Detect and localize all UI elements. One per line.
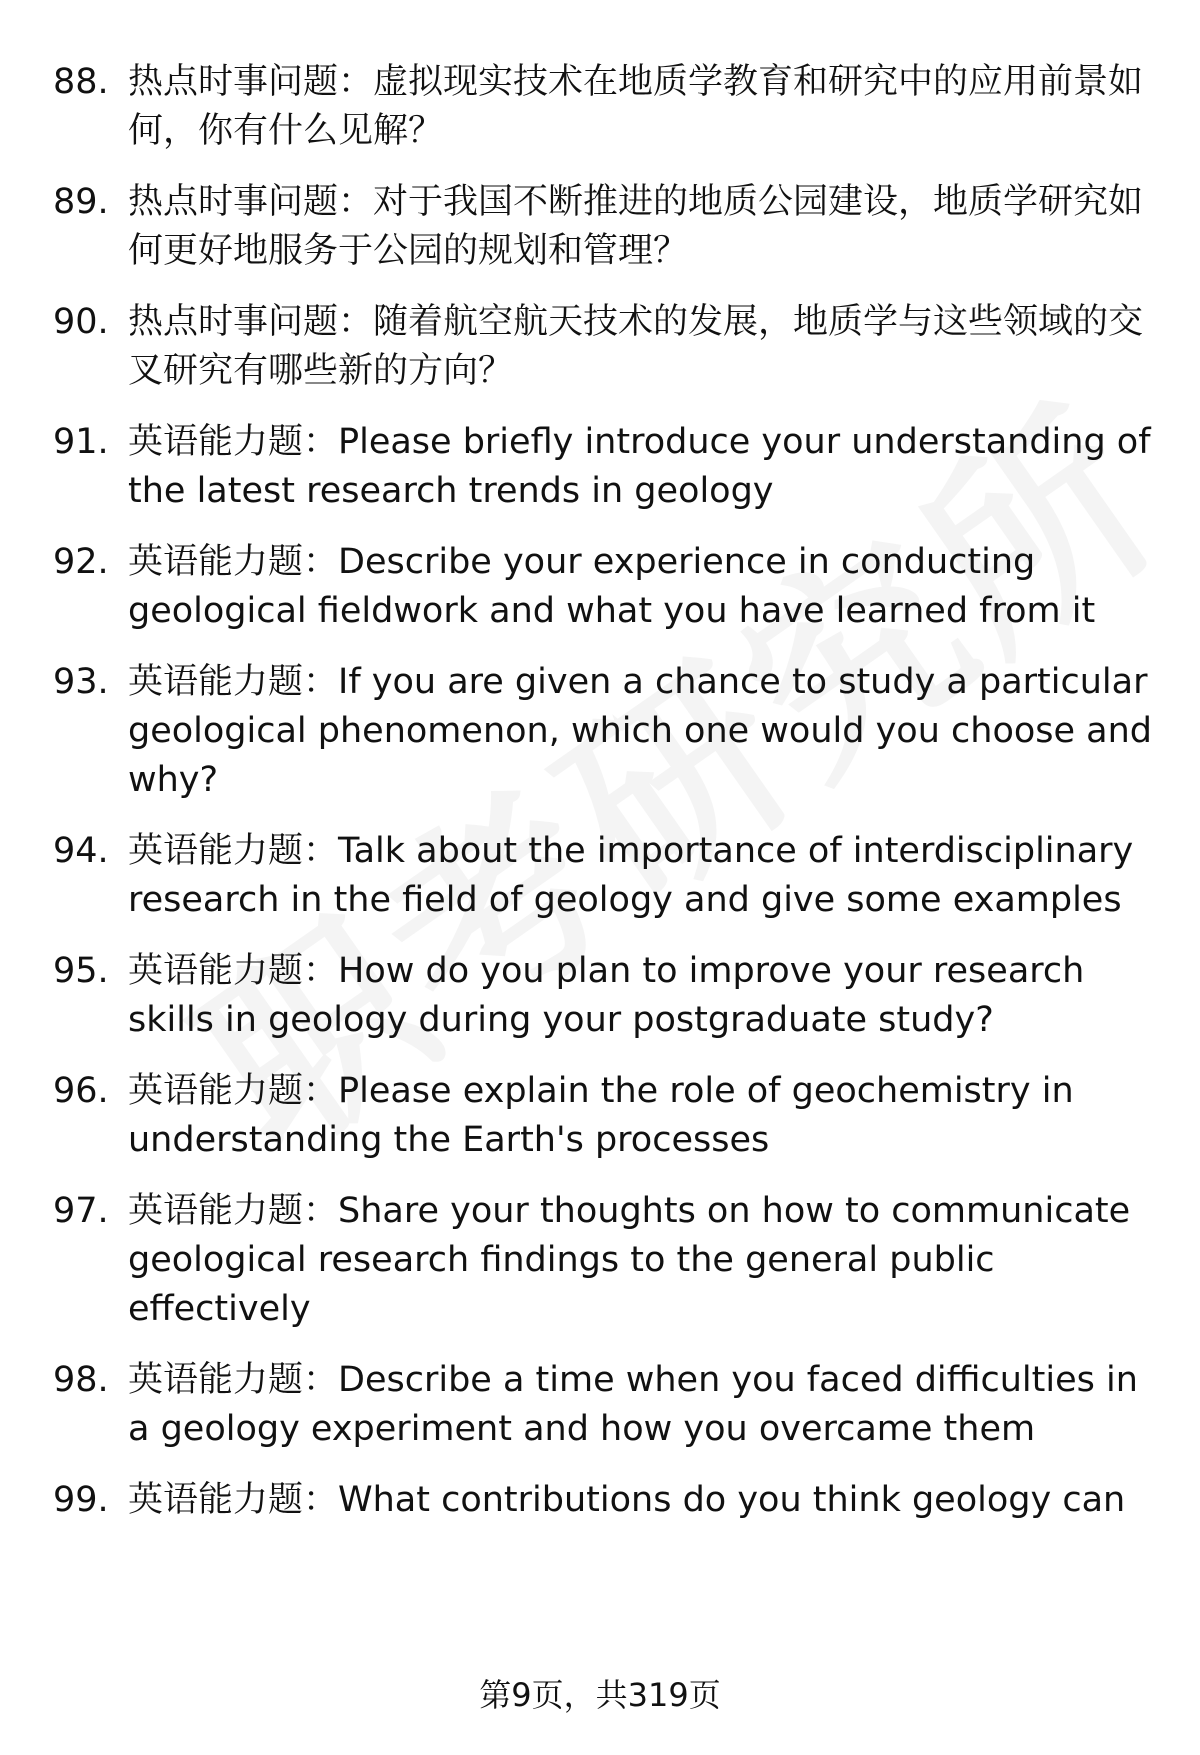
question-text: 英语能力题：What contributions do you think geology can bbox=[128, 1480, 1126, 1520]
question-number: 95. bbox=[53, 951, 109, 991]
question-number: 93. bbox=[53, 662, 109, 702]
question-item bbox=[0, 1187, 1200, 1334]
question-item bbox=[0, 538, 1200, 636]
question-text: 英语能力题：Describe your experience in conducting geological fieldwork and what you have learned from it bbox=[128, 542, 1096, 631]
question-item bbox=[0, 827, 1200, 925]
question-text: 英语能力题：Share your thoughts on how to communicate geological research findings to the general public effectively bbox=[128, 1191, 1131, 1329]
question-text: 英语能力题：If you are given a chance to study a particular geological phenomenon, which one would you choose and why? bbox=[128, 662, 1153, 800]
question-item bbox=[0, 1476, 1200, 1525]
page-footer: 第9页，共319页 bbox=[479, 1676, 721, 1714]
question-item bbox=[0, 418, 1200, 516]
question-text: 热点时事问题：虚拟现实技术在地质学教育和研究中的应用前景如何，你有什么见解？ bbox=[128, 62, 1144, 151]
question-text: 英语能力题：How do you plan to improve your research skills in geology during your postgraduate study? bbox=[128, 951, 1085, 1040]
question-number: 94. bbox=[53, 831, 109, 871]
question-text: 英语能力题：Describe a time when you faced difficulties in a geology experiment and how you overcame them bbox=[128, 1360, 1138, 1449]
question-number: 97. bbox=[53, 1191, 109, 1231]
question-text: 英语能力题：Please explain the role of geochemistry in understanding the Earth's processes bbox=[128, 1071, 1074, 1160]
question-item bbox=[0, 1356, 1200, 1454]
question-item bbox=[0, 298, 1200, 396]
question-item bbox=[0, 947, 1200, 1045]
question-number: 88. bbox=[53, 62, 109, 102]
question-number: 89. bbox=[53, 182, 109, 222]
question-text: 热点时事问题：随着航空航天技术的发展，地质学与这些领域的交叉研究有哪些新的方向？ bbox=[128, 302, 1144, 391]
question-number: 98. bbox=[53, 1360, 109, 1400]
question-item bbox=[0, 658, 1200, 805]
question-number: 91. bbox=[53, 422, 109, 462]
question-text: 英语能力题：Talk about the importance of interdisciplinary research in the field of geology and give some examples bbox=[128, 831, 1134, 920]
question-item bbox=[0, 178, 1200, 276]
question-list bbox=[0, 58, 1200, 1547]
question-text: 英语能力题：Please briefly introduce your understanding of the latest research trends in geology bbox=[128, 422, 1151, 511]
question-number: 92. bbox=[53, 542, 109, 582]
question-text: 热点时事问题：对于我国不断推进的地质公园建设，地质学研究如何更好地服务于公园的规划和管理？ bbox=[128, 182, 1144, 271]
question-number: 99. bbox=[53, 1480, 109, 1520]
question-item bbox=[0, 58, 1200, 156]
question-number: 90. bbox=[53, 302, 109, 342]
question-item bbox=[0, 1067, 1200, 1165]
question-number: 96. bbox=[53, 1071, 109, 1111]
